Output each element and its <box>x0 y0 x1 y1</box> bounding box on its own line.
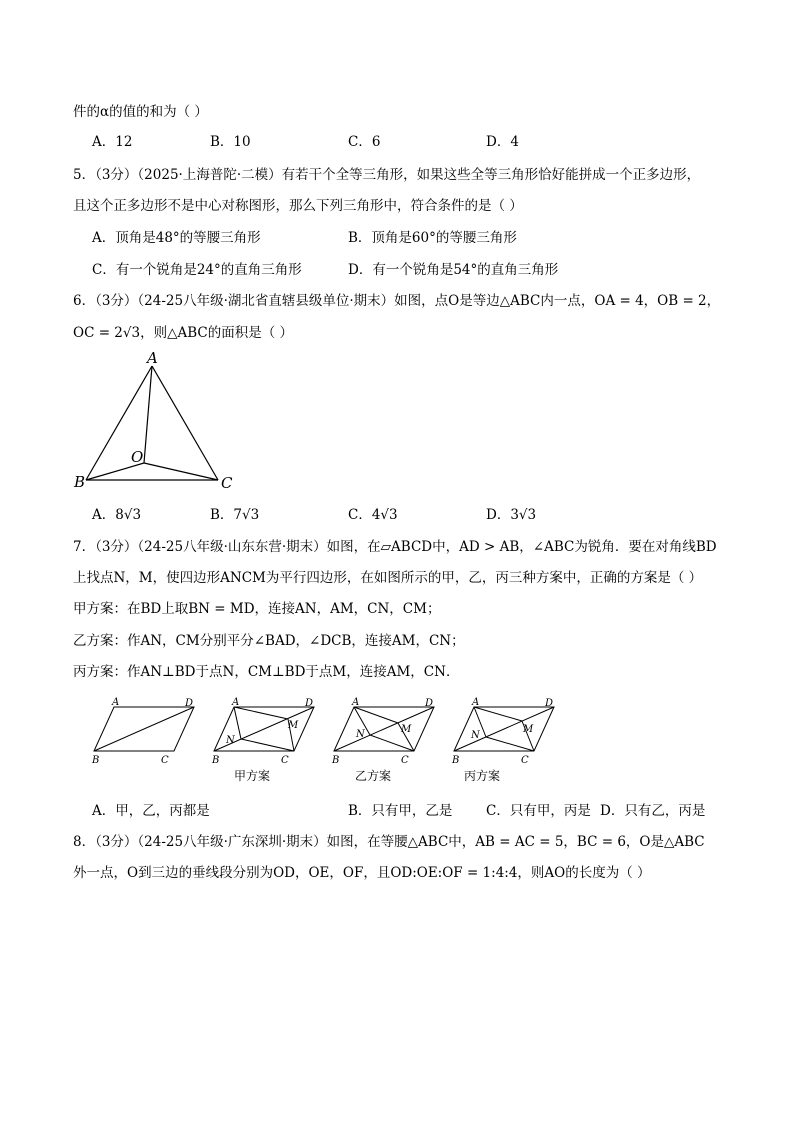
q5-stem-line2: 且这个正多边形不是中心对称图形，那么下列三角形中，符合条件的是（ ） <box>73 198 523 214</box>
svg-text:B: B <box>452 755 460 766</box>
svg-text:C: C <box>521 755 529 766</box>
q7-option-c: C．只有甲，丙是 <box>486 803 591 819</box>
q7-caption-bing: 丙方案 <box>464 769 501 783</box>
q6-triangle-figure <box>70 350 240 495</box>
q6-option-a: A．8√3 <box>92 507 142 523</box>
q7-stem-line2: 上找点N，M，使四边形ANCM为平行四边形，在如图所示的甲，乙，丙三种方案中，正确的方案是（ ） <box>73 570 703 586</box>
q6-label-o: O <box>131 448 144 466</box>
q7-caption-yi: 乙方案 <box>355 769 392 783</box>
svg-text:D: D <box>425 698 434 709</box>
svg-text:A: A <box>352 697 360 708</box>
q4-option-a: A．12 <box>92 134 133 150</box>
q8-stem-line1: 8．（3分）（24-25八年级·广东深圳·期末）如图，在等腰△ABC中，AB = AC = 5，BC = 6，O是△ABC <box>73 834 705 850</box>
q5-option-d: D．有一个锐角是54°的直角三角形 <box>348 262 559 278</box>
q6-option-b: B．7√3 <box>210 507 260 523</box>
q6-stem-line2: OC = 2√3，则△ABC的面积是（ ） <box>73 325 293 341</box>
svg-text:D: D <box>185 698 194 709</box>
svg-text:B: B <box>92 755 100 766</box>
q4-option-c: C．6 <box>348 134 381 150</box>
svg-text:N: N <box>471 730 480 741</box>
svg-text:A: A <box>112 697 120 708</box>
svg-text:A: A <box>232 697 240 708</box>
q7-figure-bing <box>448 695 560 767</box>
q7-figure-parallelogram <box>88 695 200 767</box>
svg-text:D: D <box>305 698 314 709</box>
svg-text:A: A <box>472 697 480 708</box>
q7-plan-yi: 乙方案：作AN，CM分别平分∠BAD，∠DCB，连接AM，CN； <box>73 633 465 649</box>
q7-option-d: D．只有乙，丙是 <box>600 803 706 819</box>
q8-stem-line2: 外一点，O到三边的垂线段分别为OD，OE，OF，且OD:OE:OF = 1:4:4，则AO的长度为（ ） <box>73 865 651 881</box>
q6-option-c: C．4√3 <box>348 507 398 523</box>
svg-text:M: M <box>401 724 412 735</box>
svg-text:C: C <box>281 755 289 766</box>
svg-text:C: C <box>401 755 409 766</box>
q5-option-b: B．顶角是60°的等腰三角形 <box>348 230 517 246</box>
q7-figure-jia <box>208 695 320 767</box>
q7-option-a: A．甲，乙，丙都是 <box>92 803 210 819</box>
svg-text:C: C <box>161 755 169 766</box>
q4-continuation: 件的α的值的和为（ ） <box>73 104 208 120</box>
svg-text:D: D <box>545 698 554 709</box>
svg-text:N: N <box>226 735 235 746</box>
svg-text:B: B <box>332 755 340 766</box>
svg-text:M: M <box>288 720 299 731</box>
q7-stem-line1: 7．（3分）（24-25八年级·山东东营·期末）如图，在▱ABCD中，AD > AB，∠ABC为锐角．要在对角线BD <box>73 539 717 555</box>
q7-plan-bing: 丙方案：作AN⊥BD于点N，CM⊥BD于点M，连接AM，CN． <box>73 664 460 680</box>
q6-label-a: A <box>147 350 158 367</box>
q6-stem-line1: 6．（3分）（24-25八年级·湖北省直辖县级单位·期末）如图，点O是等边△ABC内一点，OA = 4，OB = 2， <box>73 293 721 309</box>
q5-option-a: A．顶角是48°的等腰三角形 <box>92 230 261 246</box>
q7-caption-jia: 甲方案 <box>234 769 271 783</box>
q7-plan-jia: 甲方案：在BD上取BN = MD，连接AN，AM，CN，CM； <box>73 601 441 617</box>
q7-option-b: B．只有甲，乙是 <box>348 803 453 819</box>
q5-option-c: C．有一个锐角是24°的直角三角形 <box>92 262 302 278</box>
q6-label-c: C <box>221 474 233 492</box>
q7-figure-yi <box>328 695 440 767</box>
q6-option-d: D．3√3 <box>486 507 537 523</box>
q4-option-d: D．4 <box>486 134 519 150</box>
svg-text:N: N <box>356 729 365 740</box>
q4-option-b: B．10 <box>210 134 251 150</box>
q6-label-b: B <box>74 473 86 491</box>
svg-text:B: B <box>212 755 220 766</box>
svg-text:M: M <box>523 724 534 735</box>
q5-stem-line1: 5．（3分）（2025·上海普陀·二模）有若干个全等三角形，如果这些全等三角形恰好能拼成一个正多边形， <box>73 167 701 183</box>
